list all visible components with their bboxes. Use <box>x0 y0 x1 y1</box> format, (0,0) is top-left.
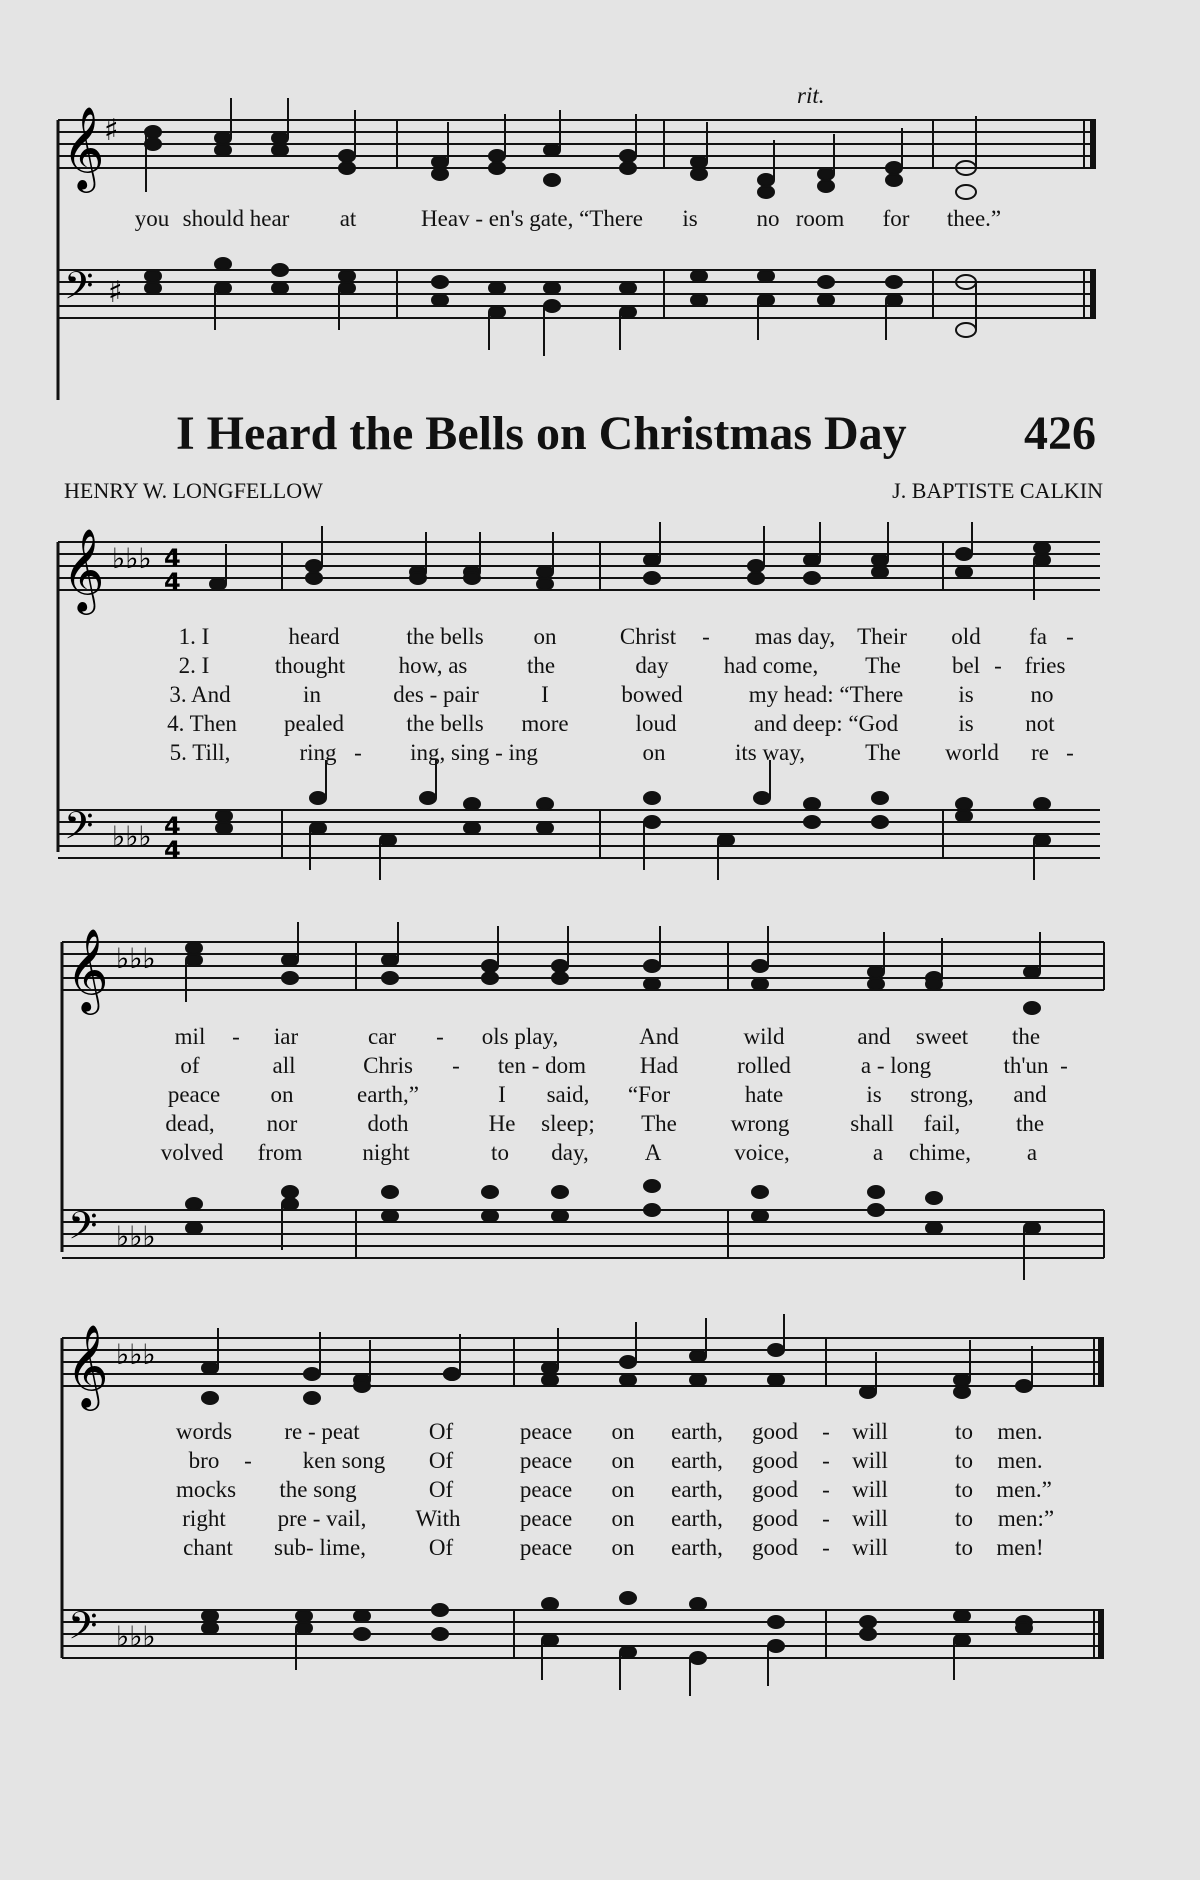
lyric-syllable: Had <box>639 1053 679 1078</box>
author-credit: HENRY W. LONGFELLOW <box>64 478 323 503</box>
lyric-syllable: right <box>182 1506 226 1531</box>
lyric-syllable: - <box>822 1419 830 1444</box>
lyric-syllable: thought <box>274 653 346 678</box>
lyric-syllable: will <box>852 1477 888 1502</box>
lyric-syllable: ken song <box>302 1448 386 1473</box>
lyric-syllable: earth, <box>671 1506 723 1531</box>
lyric-syllable: th'un <box>1003 1053 1049 1078</box>
lyric-syllable: should hear <box>182 206 290 231</box>
verse-5-line <box>0 1533 1200 1562</box>
time-signature: 4 <box>164 544 181 572</box>
lyric-syllable: more <box>521 711 569 736</box>
lyric-syllable: in <box>303 682 321 707</box>
lyric-syllable: will <box>852 1448 888 1473</box>
lyric-syllable: car <box>367 1024 397 1049</box>
lyric-syllable: wild <box>743 1024 785 1049</box>
lyric-syllable: at <box>339 206 357 231</box>
lyric-syllable: men. <box>997 1448 1043 1473</box>
lyric-syllable: peace <box>519 1535 573 1560</box>
lyric-syllable: nor <box>266 1111 298 1136</box>
lyric-syllable: on <box>642 740 666 765</box>
lyric-syllable: Chris <box>363 1053 413 1078</box>
verse-2-line <box>0 1051 1200 1080</box>
lyric-syllable: Of <box>428 1448 454 1473</box>
verse-1-line <box>0 1022 1200 1051</box>
system3-lyrics <box>0 1417 1200 1562</box>
lyric-syllable: - <box>452 1053 460 1078</box>
lyric-line <box>0 204 1200 233</box>
lyric-syllable: Christ <box>619 624 677 649</box>
prev-bass-staff <box>0 250 1200 360</box>
lyric-syllable: A <box>644 1140 662 1165</box>
lyric-syllable: - <box>822 1448 830 1473</box>
bass-clef-icon: 𝄢 <box>64 263 94 317</box>
lyric-syllable: - <box>436 1024 444 1049</box>
verse-2-line <box>0 651 1200 680</box>
lyric-syllable: loud <box>635 711 677 736</box>
lyric-syllable: no <box>756 206 780 231</box>
lyric-syllable: I <box>498 1082 506 1107</box>
lyric-syllable: on <box>611 1506 635 1531</box>
treble-clef-icon: 𝄞 <box>62 527 105 611</box>
treble-clef-icon: 𝄞 <box>62 105 105 189</box>
lyric-syllable: volved <box>160 1140 224 1165</box>
lyric-syllable: a <box>1026 1140 1038 1165</box>
lyric-syllable: - <box>1060 1053 1068 1078</box>
lyric-syllable: and <box>1013 1082 1047 1107</box>
lyric-syllable: peace <box>167 1082 221 1107</box>
lyric-syllable: men! <box>996 1535 1044 1560</box>
flat-icon: ♭♭♭ <box>116 942 156 975</box>
composer-credit: J. BAPTISTE CALKIN <box>892 478 1103 503</box>
sharp-icon: ♯ <box>108 275 123 310</box>
lyric-syllable: pealed <box>283 711 345 736</box>
lyric-syllable: strong, <box>910 1082 974 1107</box>
lyric-syllable: peace <box>519 1506 573 1531</box>
lyric-syllable: sweet <box>915 1024 969 1049</box>
lyric-syllable: the bells <box>406 711 484 736</box>
lyric-syllable: - <box>822 1477 830 1502</box>
lyric-syllable: I <box>541 682 549 707</box>
lyric-syllable: 3. And <box>169 682 231 707</box>
lyric-syllable: 1. I <box>178 624 210 649</box>
lyric-syllable: to <box>955 1448 973 1473</box>
lyric-syllable: night <box>362 1140 410 1165</box>
bass-clef-icon: 𝄢 <box>68 1603 98 1657</box>
lyric-syllable: voice, <box>734 1140 790 1165</box>
lyric-syllable: doth <box>367 1111 409 1136</box>
verse-3-line <box>0 680 1200 709</box>
time-signature: 4 <box>164 836 181 864</box>
lyric-syllable: on <box>611 1535 635 1560</box>
lyric-syllable: is <box>682 206 698 231</box>
flat-icon: ♭♭♭ <box>116 1620 156 1653</box>
lyric-syllable: and <box>857 1024 891 1049</box>
lyric-syllable: “For <box>627 1082 671 1107</box>
lyric-syllable: good <box>752 1448 798 1473</box>
lyric-syllable: earth, <box>671 1419 723 1444</box>
lyric-syllable: will <box>852 1535 888 1560</box>
lyric-syllable: the <box>1015 1111 1045 1136</box>
lyric-syllable: thee.” <box>946 206 1002 231</box>
lyric-syllable: earth, <box>671 1535 723 1560</box>
lyric-syllable: men:” <box>997 1506 1055 1531</box>
lyric-syllable: men. <box>997 1419 1043 1444</box>
lyric-syllable: mas day, <box>754 624 836 649</box>
verse-3-line <box>0 1475 1200 1504</box>
lyric-syllable: - <box>1066 624 1074 649</box>
lyric-syllable: - <box>354 740 362 765</box>
lyric-syllable: bowed <box>621 682 683 707</box>
lyric-syllable: Of <box>428 1477 454 1502</box>
lyric-syllable: earth, <box>671 1477 723 1502</box>
lyric-syllable: re - peat <box>284 1419 360 1444</box>
system2-bass-staff <box>0 1190 1200 1300</box>
system1-bass-staff <box>0 790 1200 900</box>
lyric-syllable: from <box>257 1140 303 1165</box>
lyric-syllable: Their <box>857 624 907 649</box>
system1-lyrics <box>0 622 1200 767</box>
lyric-syllable: - <box>244 1448 252 1473</box>
lyric-syllable: fail, <box>923 1111 961 1136</box>
lyric-syllable: 2. I <box>178 653 210 678</box>
lyric-syllable: on <box>270 1082 294 1107</box>
lyric-syllable: 5. Till, <box>169 740 231 765</box>
lyric-syllable: And <box>639 1024 679 1049</box>
lyric-syllable: 4. Then <box>167 711 237 736</box>
lyric-syllable: Heav - en's gate, “There <box>421 206 643 231</box>
lyric-syllable: The <box>865 653 901 678</box>
sharp-icon: ♯ <box>104 113 119 148</box>
lyric-syllable: how, as <box>398 653 468 678</box>
lyric-syllable: des - pair <box>393 682 479 707</box>
lyric-syllable: day <box>635 653 669 678</box>
system3-bass-staff <box>0 1590 1200 1700</box>
lyric-syllable: good <box>752 1506 798 1531</box>
lyric-syllable: peace <box>519 1448 573 1473</box>
lyric-syllable: the <box>1011 1024 1041 1049</box>
lyric-syllable: men.” <box>996 1477 1052 1502</box>
lyric-syllable: all <box>272 1053 296 1078</box>
lyric-syllable: heard <box>288 624 340 649</box>
lyric-syllable: - <box>822 1535 830 1560</box>
lyric-syllable: a <box>872 1140 884 1165</box>
lyric-syllable: sleep; <box>541 1111 595 1136</box>
lyric-syllable: world <box>945 740 999 765</box>
lyric-syllable: fries <box>1024 653 1066 678</box>
lyric-syllable: bel <box>951 653 981 678</box>
lyric-syllable: chant <box>183 1535 233 1560</box>
verse-5-line <box>0 1138 1200 1167</box>
verse-3-line <box>0 1080 1200 1109</box>
treble-clef-icon: 𝄞 <box>66 1323 109 1407</box>
verse-4-line <box>0 1109 1200 1138</box>
lyric-syllable: earth,” <box>357 1082 419 1107</box>
time-signature: 4 <box>164 812 181 840</box>
lyric-syllable: shall <box>850 1111 894 1136</box>
lyric-syllable: chime, <box>909 1140 971 1165</box>
lyric-syllable: - <box>1066 740 1074 765</box>
lyric-syllable: ring <box>299 740 337 765</box>
lyric-syllable: The <box>865 740 901 765</box>
lyric-syllable: old <box>951 624 981 649</box>
flat-icon: ♭♭♭ <box>112 542 152 575</box>
lyric-syllable: - <box>232 1024 240 1049</box>
lyric-syllable: the bells <box>406 624 484 649</box>
lyric-syllable: and deep: “God <box>753 711 899 736</box>
hymn-number: 426 <box>1024 407 1096 460</box>
lyric-syllable: mil <box>174 1024 206 1049</box>
verse-1-line <box>0 1417 1200 1446</box>
system2-lyrics <box>0 1022 1200 1167</box>
lyric-syllable: sub- lime, <box>274 1535 366 1560</box>
lyric-syllable: will <box>852 1419 888 1444</box>
lyric-syllable: With <box>415 1506 461 1531</box>
lyric-syllable: dead, <box>165 1111 215 1136</box>
lyric-syllable: bro <box>188 1448 220 1473</box>
lyric-syllable: is <box>958 711 974 736</box>
tempo-mark: rit. <box>797 83 825 108</box>
verse-2-line <box>0 1446 1200 1475</box>
lyric-syllable: good <box>752 1477 798 1502</box>
lyric-syllable: mocks <box>175 1477 237 1502</box>
lyric-syllable: to <box>955 1535 973 1560</box>
lyric-syllable: The <box>641 1111 677 1136</box>
lyric-syllable: good <box>752 1419 798 1444</box>
verse-4-line <box>0 709 1200 738</box>
lyric-syllable: Of <box>428 1535 454 1560</box>
lyric-syllable: ols play, <box>481 1024 559 1049</box>
lyric-syllable: its way, <box>734 740 806 765</box>
hymn-title: I Heard the Bells on Christmas Day <box>176 407 907 460</box>
lyric-syllable: not <box>1025 711 1055 736</box>
treble-clef-icon: 𝄞 <box>66 927 109 1011</box>
bass-clef-icon: 𝄢 <box>68 1203 98 1257</box>
lyric-syllable: to <box>491 1140 509 1165</box>
lyric-syllable: - <box>822 1506 830 1531</box>
verse-4-line <box>0 1504 1200 1533</box>
lyric-syllable: a - long <box>860 1053 932 1078</box>
lyric-syllable: no <box>1030 682 1054 707</box>
lyric-syllable: - <box>994 653 1002 678</box>
verse-1-line <box>0 622 1200 651</box>
lyric-syllable: on <box>611 1419 635 1444</box>
lyric-syllable: ten - dom <box>497 1053 587 1078</box>
lyric-syllable: re <box>1031 740 1049 765</box>
lyric-syllable: on <box>533 624 557 649</box>
lyric-syllable: room <box>795 206 845 231</box>
lyric-syllable: you <box>134 206 170 231</box>
lyric-syllable: had come, <box>723 653 819 678</box>
lyric-syllable: on <box>611 1448 635 1473</box>
flat-icon: ♭♭♭ <box>112 820 152 853</box>
lyric-syllable: of <box>180 1053 200 1078</box>
lyric-syllable: rolled <box>737 1053 791 1078</box>
lyric-syllable: said, <box>546 1082 590 1107</box>
lyric-syllable: peace <box>519 1419 573 1444</box>
lyric-syllable: on <box>611 1477 635 1502</box>
lyric-syllable: iar <box>273 1024 299 1049</box>
lyric-syllable: is <box>866 1082 882 1107</box>
flat-icon: ♭♭♭ <box>116 1338 156 1371</box>
lyric-syllable: fa <box>1029 624 1047 649</box>
bass-clef-icon: 𝄢 <box>64 803 94 857</box>
lyric-syllable: pre - vail, <box>277 1506 367 1531</box>
prev-lyrics <box>0 204 1200 233</box>
lyric-syllable: earth, <box>671 1448 723 1473</box>
lyric-syllable: peace <box>519 1477 573 1502</box>
lyric-syllable: to <box>955 1419 973 1444</box>
lyric-syllable: will <box>852 1506 888 1531</box>
lyric-syllable: ing, sing - ing <box>410 740 538 765</box>
lyric-syllable: the <box>526 653 556 678</box>
lyric-syllable: to <box>955 1477 973 1502</box>
lyric-syllable: words <box>175 1419 233 1444</box>
lyric-syllable: Of <box>428 1419 454 1444</box>
lyric-syllable: is <box>958 682 974 707</box>
lyric-syllable: He <box>488 1111 516 1136</box>
flat-icon: ♭♭♭ <box>116 1220 156 1253</box>
lyric-syllable: for <box>882 206 910 231</box>
lyric-syllable: day, <box>551 1140 589 1165</box>
lyric-syllable: hate <box>744 1082 784 1107</box>
lyric-syllable: the song <box>279 1477 357 1502</box>
verse-5-line <box>0 738 1200 767</box>
lyric-syllable: my head: “There <box>748 682 904 707</box>
lyric-syllable: to <box>955 1506 973 1531</box>
lyric-syllable: - <box>702 624 710 649</box>
lyric-syllable: good <box>752 1535 798 1560</box>
prev-treble-staff <box>0 100 1200 220</box>
time-signature: 4 <box>164 568 181 596</box>
lyric-syllable: wrong <box>730 1111 790 1136</box>
